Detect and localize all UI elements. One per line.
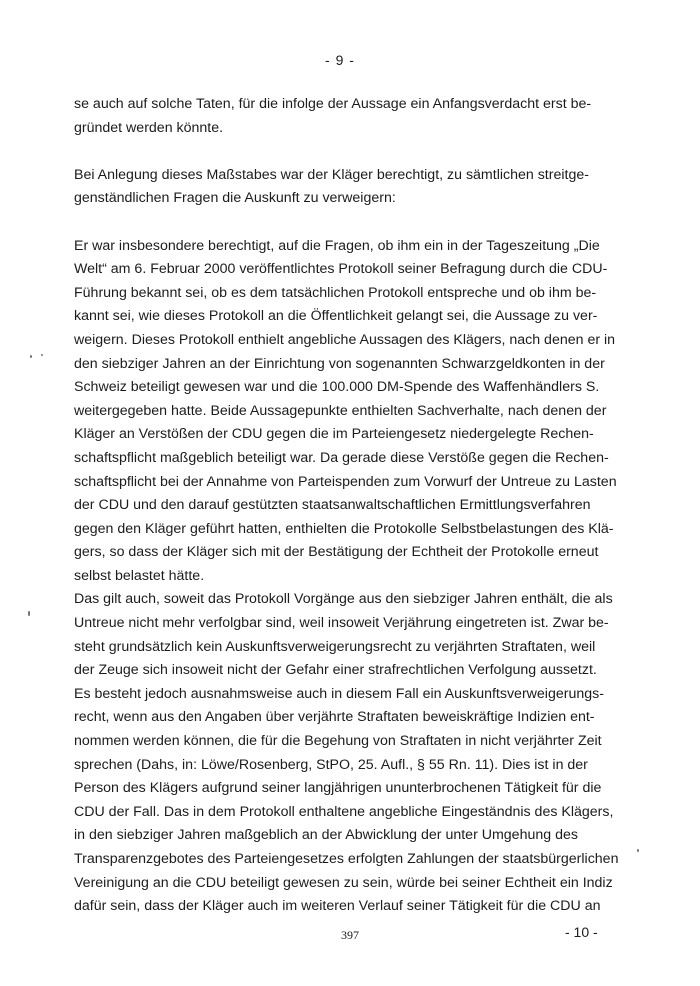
text-line: in den siebziger Jahren maßgeblich an der Abwicklung der unter Umgehung des — [74, 827, 578, 844]
text-line: Transparenzgebotes des Parteiengesetzes erfolgten Zahlungen der staatsbürgerlichen — [74, 851, 619, 867]
paragraph — [74, 164, 604, 211]
text-line: gers, so dass der Kläger sich mit der Bestätigung der Echtheit der Protokolle erneut — [74, 544, 599, 561]
scan-speck — [28, 611, 30, 616]
page-number: - 9 - — [325, 52, 355, 68]
text-line: Vereinigung an die CDU beteiligt gewesen zu sein, würde bei seiner Echtheit ein Indiz — [74, 874, 613, 891]
archive-stamp-number: 397 — [341, 928, 359, 942]
text-line: genständlichen Fragen die Auskunft zu verweigern: — [74, 190, 396, 207]
text-line: gegen den Kläger geführt hatten, enthielten die Protokolle Selbstbelastungen des Klä- — [74, 520, 614, 537]
paragraph — [74, 235, 617, 589]
text-line: Bei Anlegung dieses Maßstabes war der Kläger berechtigt, zu sämtlichen streitge- — [74, 166, 589, 183]
text-line: CDU der Fall. Das in dem Protokoll enthaltene angebliche Eingeständnis des Klägers, — [74, 803, 614, 820]
text-line: gründet werden könnte. — [74, 119, 224, 136]
text-line: Er war insbesondere berechtigt, auf die Fragen, ob ihm ein in der Tageszeitung „Die — [74, 237, 600, 254]
text-line: weitergegeben hatte. Beide Aussagepunkte enthielten Sachverhalte, nach denen der — [74, 402, 607, 419]
text-line: se auch auf solche Taten, für die infolge der Aussage ein Anfangsverdacht erst be- — [74, 96, 592, 112]
text-line: selbst belastet hätte. — [74, 567, 205, 584]
document-body — [74, 93, 619, 919]
text-line: den siebziger Jahren an der Einrichtung von sogenannten Schwarzgeldkonten in der — [74, 355, 605, 372]
text-line: Schweiz beteiligt gewesen war und die 100.000 DM-Spende des Waffenhändlers S. — [74, 379, 600, 396]
text-line: steht grundsätzlich kein Auskunftsverweigerungsrecht zu verjährten Straftaten, weil — [74, 638, 596, 655]
next-page-number: - 10 - — [565, 924, 598, 940]
scan-speck — [41, 354, 43, 356]
text-line: der CDU und den darauf gestützten staatsanwaltschaftlichen Ermittlungsverfahren — [74, 497, 591, 514]
text-line: Welt“ am 6. Februar 2000 veröffentlichtes Protokoll seiner Befragung durch die CDU- — [74, 261, 608, 278]
paragraph — [74, 93, 604, 140]
paragraph — [74, 588, 619, 918]
text-line: Führung bekannt sei, ob es dem tatsächlichen Protokoll entspreche und ob ihm be- — [74, 284, 597, 301]
text-line: dafür sein, dass der Kläger auch im weiteren Verlauf seiner Tätigkeit für die CDU an — [74, 898, 601, 915]
text-line: schaftspflicht bei der Annahme von Parteispenden zum Vorwurf der Untreue zu Lasten — [74, 473, 617, 490]
text-line: nommen werden können, die für die Begehung von Straftaten in nicht verjährter Zeit — [74, 733, 602, 750]
text-line: Untreue nicht mehr verfolgbar sind, weil insoweit Verjährung eingetreten ist. Zwar be- — [74, 615, 609, 632]
text-line: Es besteht jedoch ausnahmsweise auch in diesem Fall ein Auskunftsverweigerungs- — [74, 685, 604, 702]
text-line: Person des Klägers aufgrund seiner langjährigen ununterbrochenen Tätigkeit für die — [74, 780, 602, 797]
text-line: kannt sei, wie dieses Protokoll an die Öffentlichkeit gelangt sei, die Aussage zu ver- — [74, 308, 598, 325]
text-line: sprechen (Dahs, in: Löwe/Rosenberg, StPO, 25. Aufl., § 55 Rn. 11). Dies ist in der — [74, 756, 588, 773]
text-line: weigern. Dieses Protokoll enthielt angebliche Aussagen des Klägers, nach denen er in — [74, 331, 616, 348]
text-line: Kläger an Verstößen der CDU gegen die im Parteiengesetz niedergelegte Rechen- — [74, 426, 594, 443]
text-line: schaftspflicht maßgeblich beteiligt war. Da gerade diese Verstöße gegen die Rechen- — [74, 449, 609, 466]
text-line: der Zeuge sich insoweit nicht der Gefahr einer strafrechtlichen Verfolgung aussetzt. — [74, 662, 597, 679]
scan-speck — [637, 849, 639, 852]
text-line: Das gilt auch, soweit das Protokoll Vorgänge aus den siebziger Jahren enthält, die als — [74, 591, 613, 608]
paragraph-gap — [74, 211, 604, 235]
paragraph-gap — [74, 140, 604, 164]
scan-speck — [30, 355, 32, 358]
text-line: recht, wenn aus den Angaben über verjährte Straftaten beweiskräftige Indizien ent- — [74, 709, 595, 726]
